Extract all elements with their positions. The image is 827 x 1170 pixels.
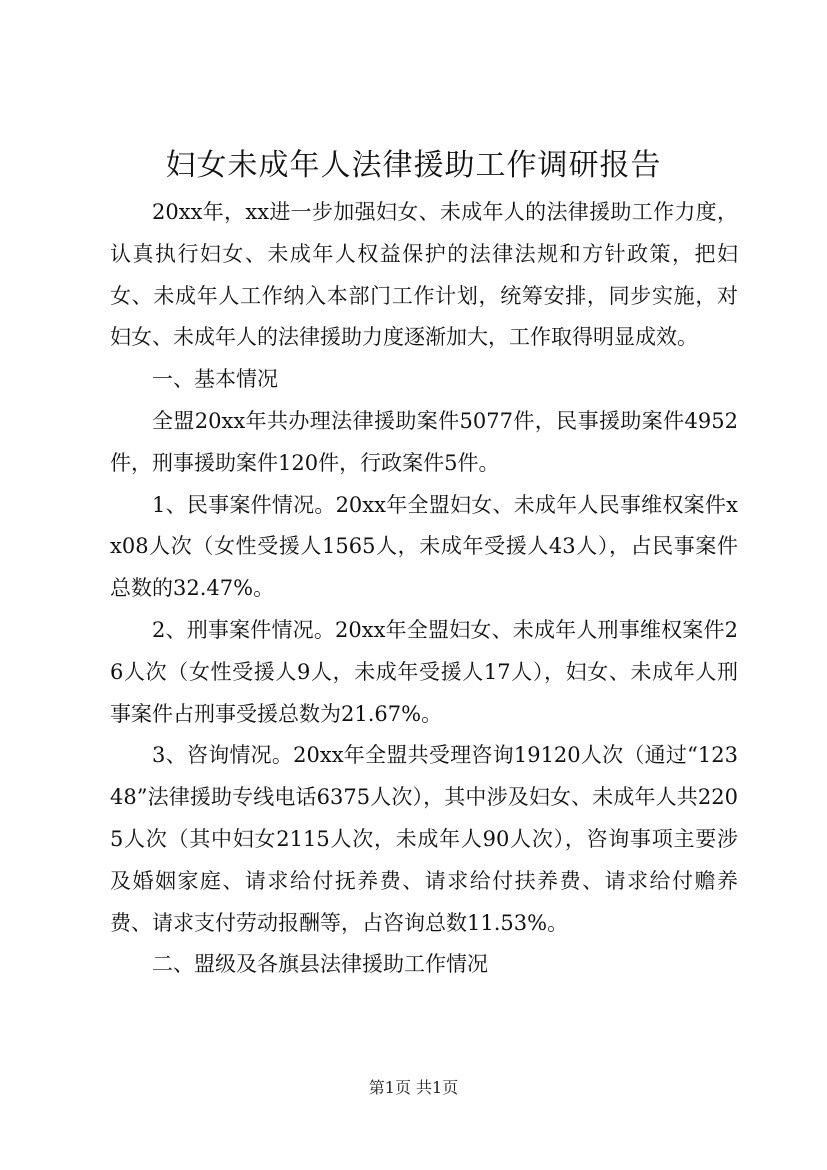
document-title: 妇女未成年人法律援助工作调研报告 xyxy=(165,148,662,183)
document-body xyxy=(110,192,738,986)
paragraph-case-totals: 全盟20xx年共办理法律援助案件5077件，民事援助案件4952件，刑事援助案件120件，行政案件5件。 xyxy=(110,408,738,475)
paragraph-intro: 20xx年，xx进一步加强妇女、未成年人的法律援助工作力度，认真执行妇女、未成年人权益保护的法律法规和方针政策，把妇女、未成年人工作纳入本部门工作计划，统筹安排，同步实施，对妇女、未成年人的法律援助力度逐渐加大，工作取得明显成效。 xyxy=(110,200,738,350)
section-heading-league-county: 二、盟级及各旗县法律援助工作情况 xyxy=(152,952,488,977)
page-footer: 第1页 共1页 xyxy=(368,1078,459,1097)
paragraph-criminal-cases: 2、刑事案件情况。20xx年全盟妇女、未成年人刑事维权案件26人次（女性受援人9人，未成年受援人17人），妇女、未成年人刑事案件占刑事受援总数为21.67%。 xyxy=(110,617,738,726)
paragraph-civil-cases: 1、民事案件情况。20xx年全盟妇女、未成年人民事维权案件xx08人次（女性受援人1565人，未成年受援人43人），占民事案件总数的32.47%。 xyxy=(110,492,738,601)
section-heading-basic-situation: 一、基本情况 xyxy=(152,367,278,392)
paragraph-consultations: 3、咨询情况。20xx年全盟共受理咨询19120人次（通过“12348”法律援助专线电话6375人次），其中涉及妇女、未成年人共2205人次（其中妇女2115人次，未成年人90人次），咨询事项主要涉及婚姻家庭、请求给付抚养费、请求给付扶养费、请求给付赡养费、请求支付劳动报酬等，占咨询总数11.53%。 xyxy=(110,743,738,935)
